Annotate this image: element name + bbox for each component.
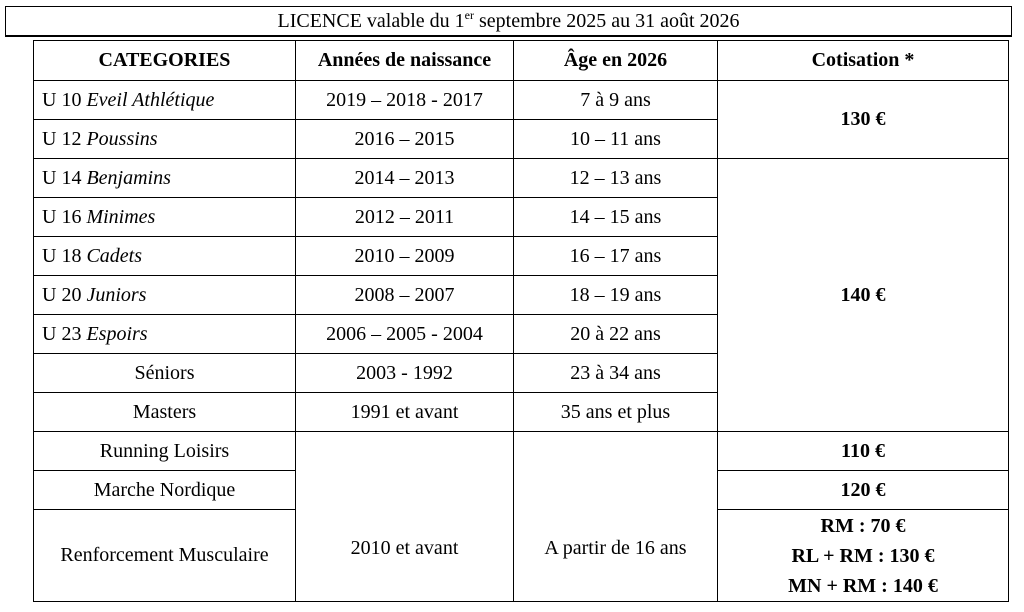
birth-years-cell: 2019 – 2018 - 2017 bbox=[296, 81, 514, 120]
header-age: Âge en 2026 bbox=[514, 41, 718, 81]
licence-fees-table bbox=[33, 40, 1009, 602]
fee-cell-running: 110 € bbox=[718, 432, 1009, 471]
age-loisirs-text: A partir de 16 ans bbox=[544, 537, 687, 559]
birth-years-loisirs-text: 2010 et avant bbox=[350, 537, 459, 559]
fee-cell-renfo bbox=[718, 510, 1009, 602]
header-categories: CATEGORIES bbox=[34, 41, 296, 81]
birth-years-cell: 2003 - 1992 bbox=[296, 354, 514, 393]
category-code: U 23 bbox=[42, 322, 82, 345]
birth-years-cell: 1991 et avant bbox=[296, 393, 514, 432]
age-cell: 7 à 9 ans bbox=[514, 81, 718, 120]
category-cell bbox=[34, 315, 296, 354]
fee-rl-rm: RL + RM : 130 € bbox=[791, 544, 935, 567]
category-code: U 12 bbox=[42, 127, 82, 150]
category-cell-running: Running Loisirs bbox=[34, 432, 296, 471]
age-cell: 14 – 15 ans bbox=[514, 198, 718, 237]
birth-years-cell: 2006 – 2005 - 2004 bbox=[296, 315, 514, 354]
age-cell: 20 à 22 ans bbox=[514, 315, 718, 354]
table-row bbox=[34, 432, 1009, 471]
category-name: Poussins bbox=[86, 127, 158, 150]
birth-years-cell: 2010 – 2009 bbox=[296, 237, 514, 276]
birth-years-cell: 2016 – 2015 bbox=[296, 120, 514, 159]
age-cell: 16 – 17 ans bbox=[514, 237, 718, 276]
category-cell bbox=[34, 237, 296, 276]
birth-years-cell: 2008 – 2007 bbox=[296, 276, 514, 315]
category-cell: Séniors bbox=[34, 354, 296, 393]
category-code: U 10 bbox=[42, 88, 82, 111]
age-cell: 18 – 19 ans bbox=[514, 276, 718, 315]
category-name: Espoirs bbox=[86, 322, 148, 345]
category-cell-nordique: Marche Nordique bbox=[34, 471, 296, 510]
category-code: U 18 bbox=[42, 244, 82, 267]
category-cell-renfo: Renforcement Musculaire bbox=[34, 510, 296, 602]
category-cell bbox=[34, 159, 296, 198]
fee-cell-130: 130 € bbox=[718, 81, 1009, 159]
category-cell bbox=[34, 276, 296, 315]
category-name: Minimes bbox=[86, 205, 156, 228]
birth-years-cell: 2014 – 2013 bbox=[296, 159, 514, 198]
banner-prefix: LICENCE valable du 1 bbox=[277, 10, 465, 32]
category-code: U 20 bbox=[42, 283, 82, 306]
age-cell: 12 – 13 ans bbox=[514, 159, 718, 198]
category-cell bbox=[34, 81, 296, 120]
category-code: U 14 bbox=[42, 166, 82, 189]
fee-rm: RM : 70 € bbox=[820, 514, 906, 537]
category-name: Benjamins bbox=[86, 166, 171, 189]
licence-validity-banner bbox=[5, 6, 1012, 37]
age-cell: 35 ans et plus bbox=[514, 393, 718, 432]
category-cell bbox=[34, 198, 296, 237]
header-fee: Cotisation * bbox=[718, 41, 1009, 81]
banner-suffix: septembre 2025 au 31 août 2026 bbox=[474, 10, 740, 32]
category-name: Eveil Athlétique bbox=[86, 88, 215, 111]
category-name: Juniors bbox=[86, 283, 147, 306]
fee-cell-140: 140 € bbox=[718, 159, 1009, 432]
fee-cell-nordique: 120 € bbox=[718, 471, 1009, 510]
birth-years-cell: 2012 – 2011 bbox=[296, 198, 514, 237]
age-cell: 23 à 34 ans bbox=[514, 354, 718, 393]
fee-mn-rm: MN + RM : 140 € bbox=[788, 574, 938, 597]
category-cell bbox=[34, 120, 296, 159]
age-cell-loisirs bbox=[514, 432, 718, 602]
category-code: U 16 bbox=[42, 205, 82, 228]
table-header-row bbox=[34, 41, 1009, 81]
birth-years-cell-loisirs bbox=[296, 432, 514, 602]
banner-superscript: er bbox=[464, 8, 474, 22]
category-name: Cadets bbox=[86, 244, 143, 267]
age-cell: 10 – 11 ans bbox=[514, 120, 718, 159]
category-cell: Masters bbox=[34, 393, 296, 432]
table-row bbox=[34, 81, 1009, 120]
header-birth-years: Années de naissance bbox=[296, 41, 514, 81]
table-row bbox=[34, 159, 1009, 198]
